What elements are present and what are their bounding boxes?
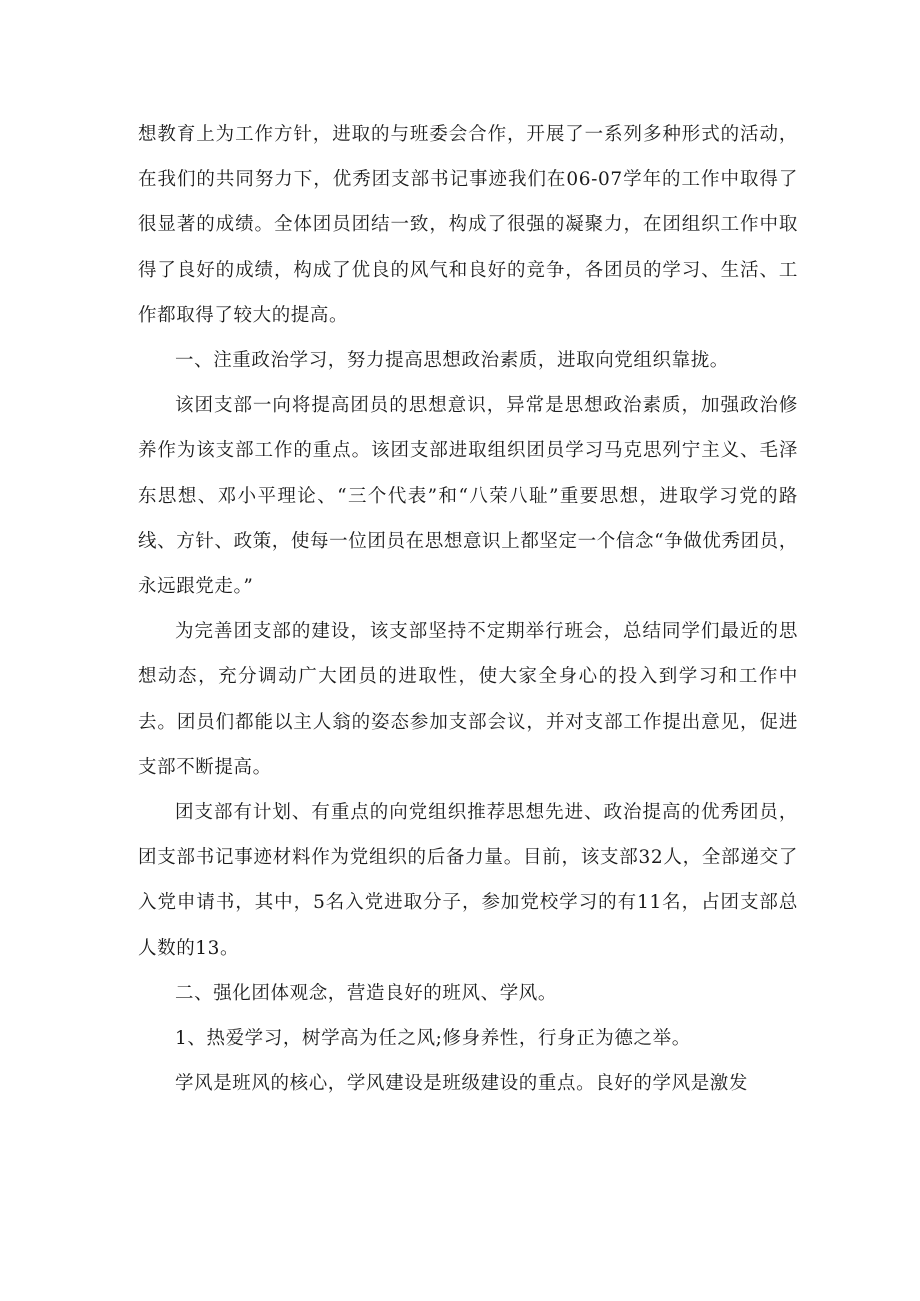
paragraph-5: 团支部有计划、有重点的向党组织推荐思想先进、政治提高的优秀团员，团支部书记事迹材料作为党组织的后备力量。目前，该支部32人，全部递交了入党申请书，其中，5名入党进取分子，参加党校学习的有11名，占团支部总人数的13。 [138,802,798,959]
paragraph-2-heading: 一、注重政治学习，努力提高思想政治素质，进取向党组织靠拢。 [175,350,729,372]
paragraph-3: 该团支部一向将提高团员的思想意识，异常是思想政治素质，加强政治修养作为该支部工作的重点。该团支部进取组织团员学习马克思列宁主义、毛泽东思想、邓小平理论、“三个代表”和“八荣八耻”重要思想，进取学习党的路线、方针、政策，使每一位团员在思想意识上都坚定一个信念“争做优秀团员，永远跟党走。” [138,395,798,598]
document-body [138,112,798,1106]
paragraph-8: 学风是班风的核心，学风建设是班级建设的重点。良好的学风是激发 [175,1073,749,1095]
paragraph-1: 想教育上为工作方针，进取的与班委会合作，开展了一系列多种形式的活动，在我们的共同努力下，优秀团支部书记事迹我们在06-07学年的工作中取得了很显著的成绩。全体团员团结一致，构成了很强的凝聚力，在团组织工作中取得了良好的成绩，构成了优良的风气和良好的竞争，各团员的学习、生活、工作都取得了较大的提高。 [138,124,798,326]
paragraph-4: 为完善团支部的建设，该支部坚持不定期举行班会，总结同学们最近的思想动态，充分调动广大团员的进取性，使大家全身心的投入到学习和工作中去。团员们都能以主人翁的姿态参加支部会议，并对支部工作提出意见，促进支部不断提高。 [138,621,798,778]
paragraph-7-subheading: 1、热爱学习，树学高为任之风;修身养性，行身正为德之举。 [175,1028,691,1050]
paragraph-6-heading: 二、强化团体观念，营造良好的班风、学风。 [175,982,558,1004]
